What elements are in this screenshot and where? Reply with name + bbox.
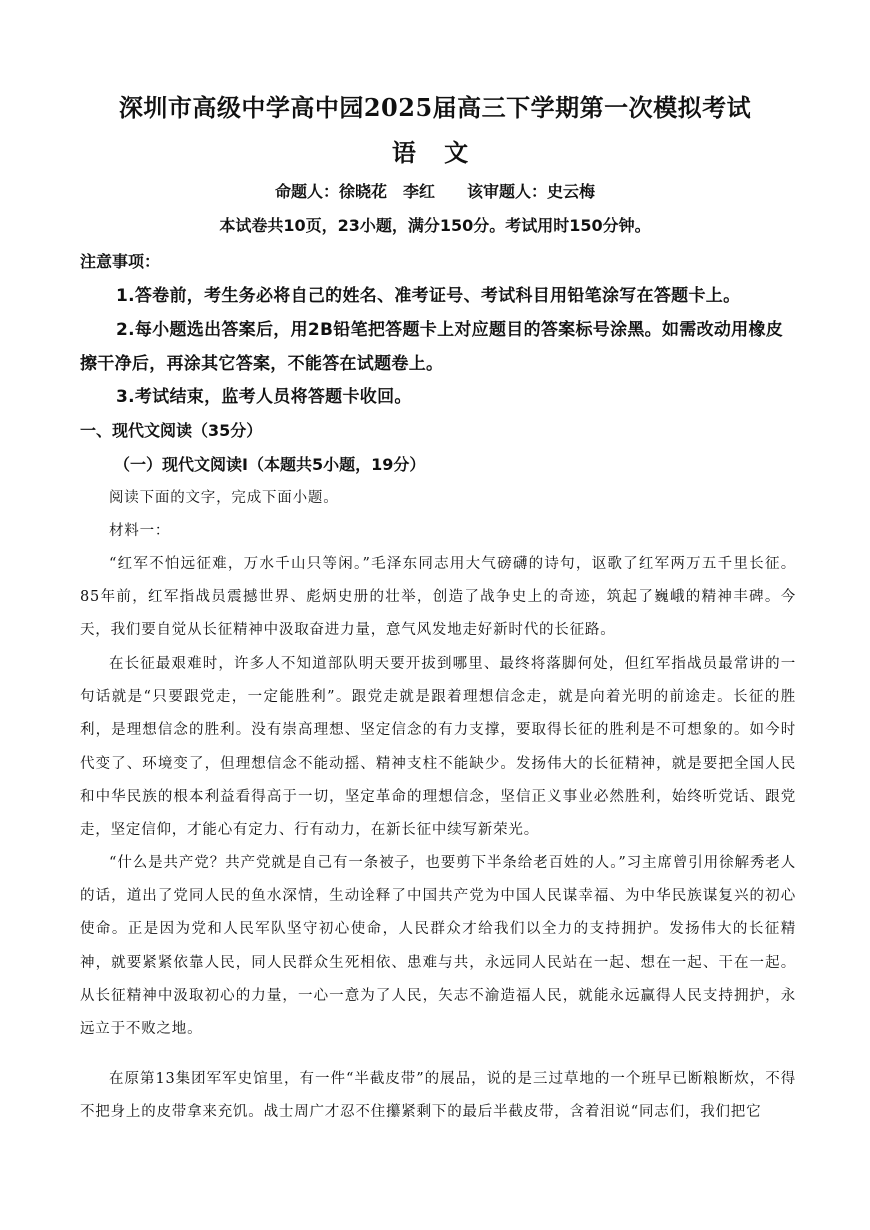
exam-info: 本试卷共10页，23小题，满分150分。考试用时150分钟。 [219,216,651,235]
notice-item-3: 3.考试结束，监考人员将答题卡收回。 [116,387,412,407]
subject-title: 语 文 [391,138,479,167]
reading-instruction: 阅读下面的文字，完成下面小题。 [109,490,339,506]
paragraph: 在长征最艰难时，许多人不知道部队明天要开拔到哪里、最终将落脚何处，但红军指战员最常讲的一句话就是“只要跟党走，一定能胜利”。跟党走就是跟着理想信念走，就是向着光明的前途走。长征的胜利，是理想信念的胜利。没有崇高理想、坚定信念的有力支撑，要取得长征的胜利是不可想象的。如今时代变了、环境变了，但理想信念不能动摇、精神支柱不能缺少。发扬伟大的长征精神，就是要把全国人民和中华民族的根本利益看得高于一切，坚定革命的理想信念，坚信正义事业必然胜利，始终听党话、跟党走，坚定信仰，才能心有定力、行有动力，在新长征中续写新荣光。 [80,656,796,839]
notice-item-1: 1.答卷前，考生务必将自己的姓名、准考证号、考试科目用铅笔涂写在答题卡上。 [116,286,741,306]
notice-heading: 注意事项： [80,252,161,271]
authors-line: 命题人：徐晓花 李红 该审题人：史云梅 [274,182,595,201]
section-title: 一、现代文阅读（35分） [80,421,263,440]
exam-title: 深圳市高级中学高中园2025届高三下学期第一次模拟考试 [118,93,752,122]
notice-item-2: 2.每小题选出答案后，用2B铅笔把答题卡上对应题目的答案标号涂黑。如需改动用橡皮擦干净后，再涂其它答案，不能答在试题卷上。 [80,320,784,374]
paragraph: “红军不怕远征难，万水千山只等闲。”毛泽东同志用大气磅礴的诗句，讴歌了红军两万五千里长征。85年前，红军指战员震撼世界、彪炳史册的壮举，创造了战争史上的奇迹，筑起了巍峨的精神丰碑。今天，我们要自觉从长征精神中汲取奋进力量，意气风发地走好新时代的长征路。 [80,556,796,639]
subsection-title: （一）现代文阅读Ⅰ（本题共5小题，19分） [114,455,426,474]
paragraph: 在原第13集团军军史馆里，有一件“半截皮带”的展品，说的是三过草地的一个班早已断粮断炊，不得不把身上的皮带拿来充饥。战士周广才忍不住攥紧剩下的最后半截皮带，含着泪说“同志们，我们把它 [80,1071,796,1121]
paragraph: “什么是共产党？共产党就是自己有一条被子，也要剪下半条给老百姓的人。”习主席曾引用徐解秀老人的话，道出了党同人民的鱼水深情，生动诠释了中国共产党为中国人民谋幸福、为中华民族谋复兴的初心使命。正是因为党和人民军队坚守初心使命，人民群众才给我们以全力的支持拥护。发扬伟大的长征精神，就要紧紧依靠人民，同人民群众生死相依、患难与共，永远同人民站在一起、想在一起、干在一起。从长征精神中汲取初心的力量，一心一意为了人民，矢志不渝造福人民，就能永远赢得人民支持拥护，永远立于不败之地。 [80,855,796,1038]
material-label: 材料一： [109,523,171,539]
